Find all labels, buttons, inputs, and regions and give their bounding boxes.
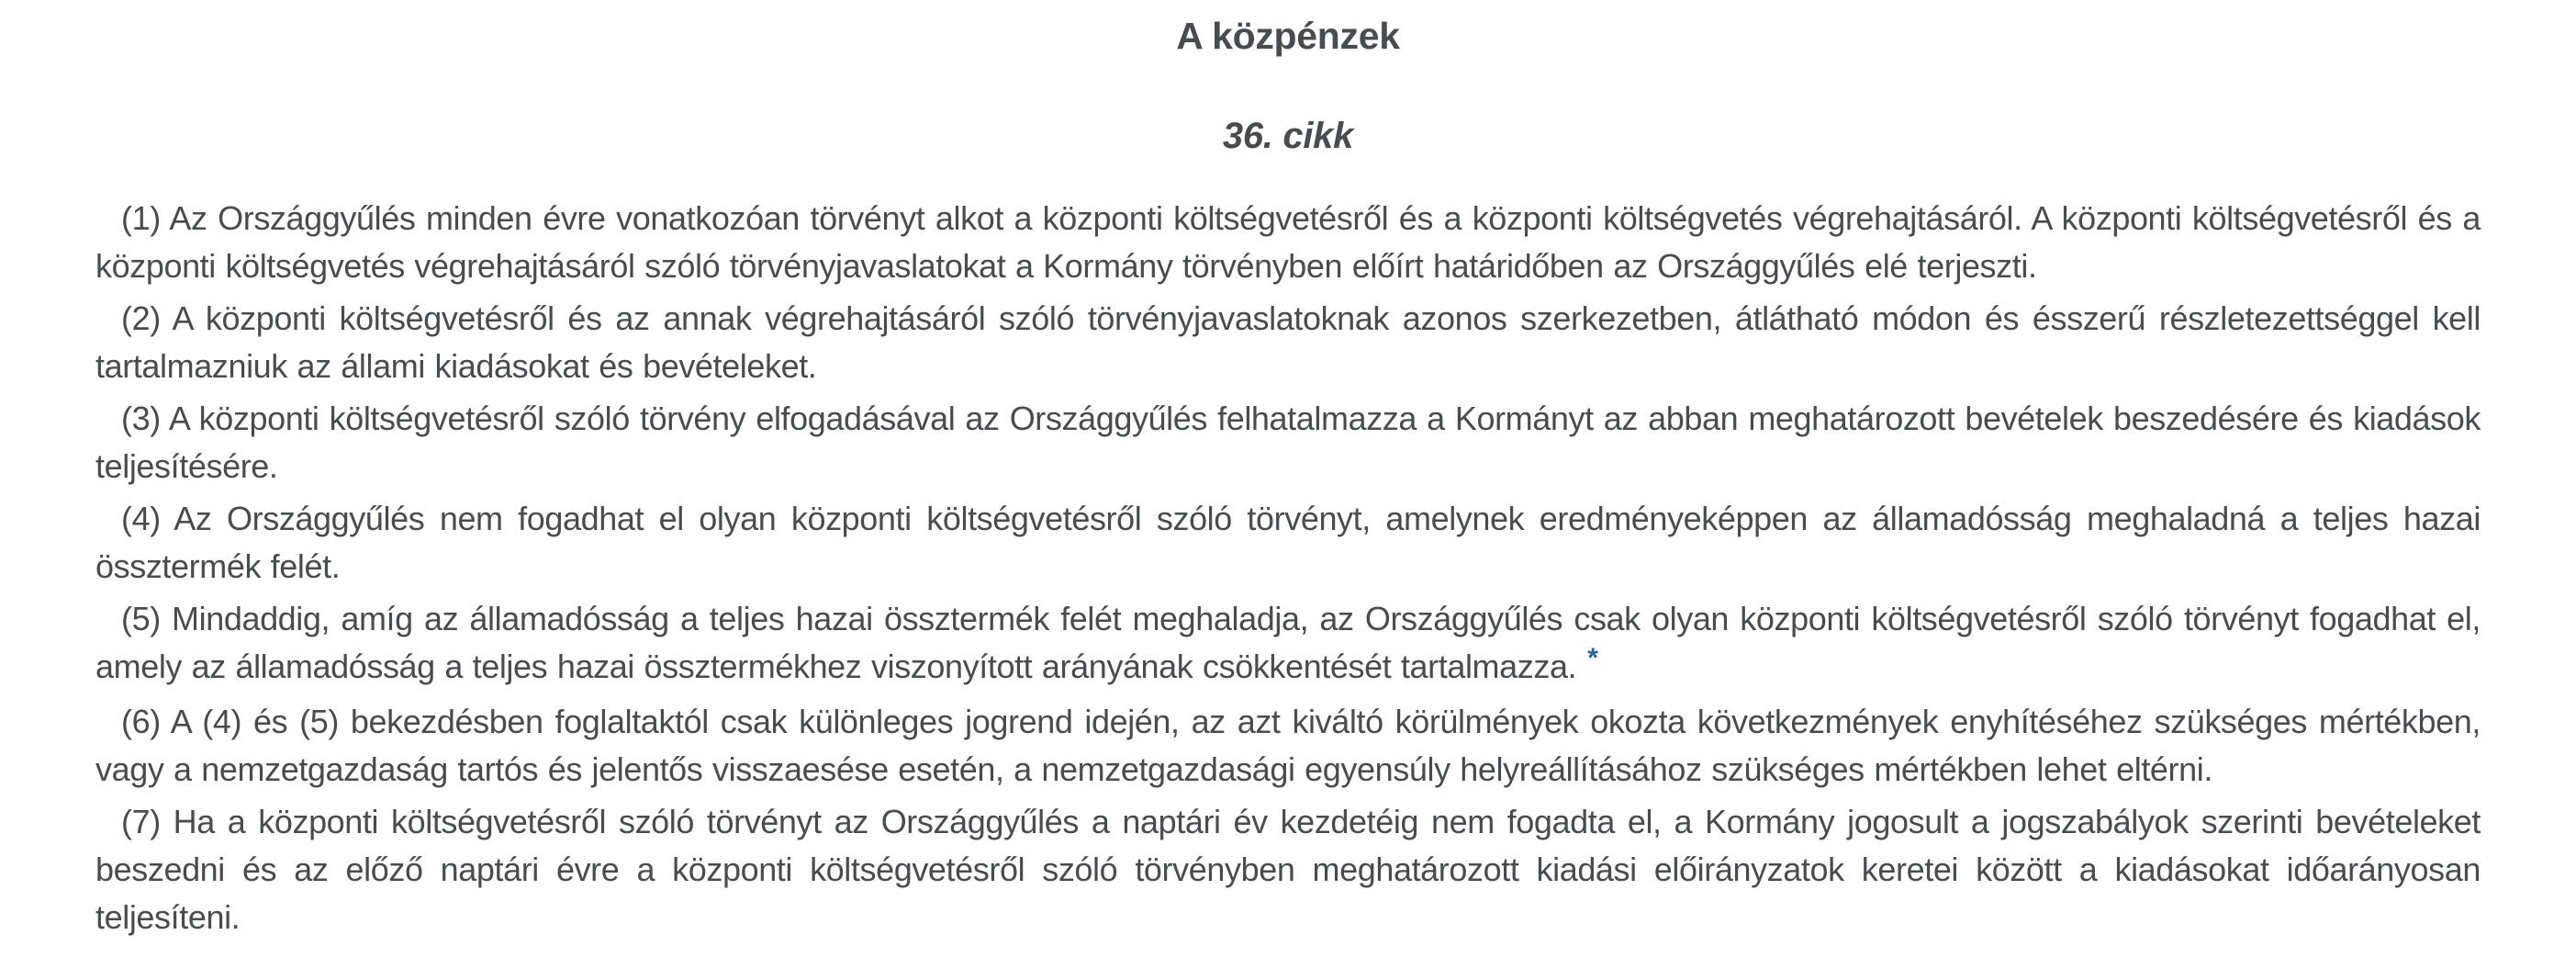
section-title: A közpénzek: [1176, 15, 1400, 57]
paragraph-1: (1) Az Országgyűlés minden évre vonatkozóan törvényt alkot a központi költségvetésről és a központi költségvetés végrehajtásáról. A központi költségvetésről és a központi költségvetés végrehajtásáról szóló törvényjavaslatokat a Kormány törvényben előírt határidőben az Országgyűlés elé terjeszti.: [95, 199, 2481, 285]
paragraph-5-text: (5) Mindaddig, amíg az államadósság a teljes hazai össztermék felét meghaladja, az Országgyűlés csak olyan központi költségvetésről szóló törvényt fogadhat el, amely az államadósság a teljes hazai össztermékhez viszonyított arányának csökkentését tartalmazza.: [95, 600, 2481, 685]
footnote-asterisk-link[interactable]: *: [1587, 643, 1598, 673]
paragraph-6: (6) A (4) és (5) bekezdésben foglaltaktól csak különleges jogrend idején, az azt kiváltó körülmények okozta következmények enyhítéséhez szükséges mértékben, vagy a nemzetgazdaság tartós és jelentős visszaesése esetén, a nemzetgazdasági egyensúly helyreállításához szükséges mértékben lehet eltérni.: [95, 703, 2481, 788]
article-title: 36. cikk: [1222, 116, 1354, 156]
legal-document: [0, 15, 2576, 969]
paragraph-3: (3) A központi költségvetésről szóló törvény elfogadásával az Országgyűlés felhatalmazza a Kormányt az abban meghatározott bevételek beszedésére és kiadások teljesítésére.: [95, 400, 2481, 485]
paragraph-2: (2) A központi költségvetésről és az annak végrehajtásáról szóló törvényjavaslatoknak azonos szerkezetben, átlátható módon és ésszerű részletezettséggel kell tartalmazniuk az állami kiadásokat és bevételeket.: [95, 299, 2481, 385]
paragraph-5: [95, 595, 2481, 693]
paragraph-4: (4) Az Országgyűlés nem fogadhat el olyan központi költségvetésről szóló törvényt, amelynek eredményeképpen az államadósság meghaladná a teljes hazai össztermék felét.: [95, 500, 2481, 585]
paragraph-7: (7) Ha a központi költségvetésről szóló törvényt az Országgyűlés a naptári év kezdetéig nem fogadta el, a Kormány jogosult a jogszabályok szerinti bevételeket beszedni és az előző naptári évre a központi költségvetésről szóló törvényben meghatározott kiadási előirányzatok keretei között a kiadásokat időarányosan teljesíteni.: [95, 803, 2481, 936]
